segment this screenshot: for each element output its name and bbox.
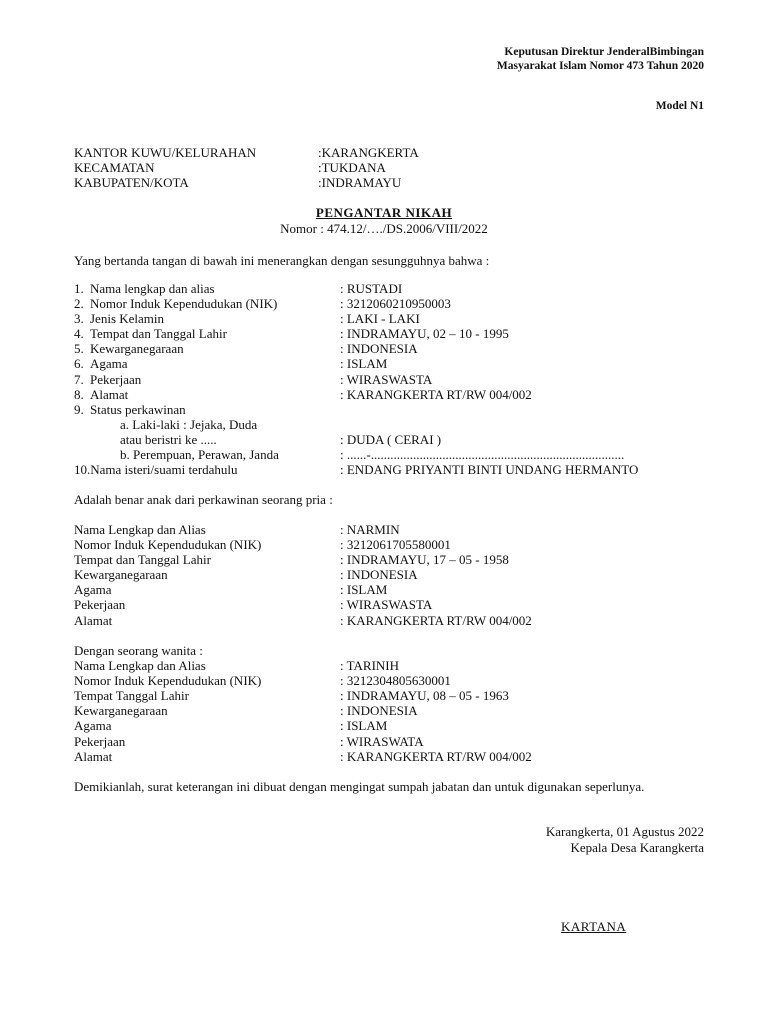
decree-line-1: Keputusan Direktur JenderalBimbingan <box>504 46 704 58</box>
item-number: 7. <box>74 371 84 387</box>
office-label: KECAMATAN <box>74 160 155 176</box>
item-value: : LAKI - LAKI <box>340 311 420 327</box>
field-value: : 3212061705580001 <box>340 537 451 553</box>
office-label: KANTOR KUWU/KELURAHAN <box>74 145 257 160</box>
field-value: : WIRASWATA <box>340 733 424 749</box>
subject-list <box>74 281 704 477</box>
item-number: 2. <box>74 296 84 312</box>
status-b-row <box>74 447 704 462</box>
field-value: : ISLAM <box>340 582 388 598</box>
office-value: :TUKDANA <box>318 160 386 176</box>
list-item <box>74 718 704 733</box>
list-item <box>74 387 704 402</box>
field-label: Pekerjaan <box>74 733 126 749</box>
field-label: Nomor Induk Kependudukan (NIK) <box>74 673 262 689</box>
list-item <box>74 402 704 417</box>
field-label: Tempat dan Tanggal Lahir <box>74 552 211 568</box>
status-b-label: b. Perempuan, Perawan, Janda <box>120 447 279 463</box>
status-a-label-2: atau beristri ke ..... <box>120 431 217 447</box>
office-label: KABUPATEN/KOTA <box>74 175 189 191</box>
document-title <box>0 205 768 236</box>
field-label: Nama Lengkap dan Alias <box>74 522 206 537</box>
mother-intro: Dengan seorang wanita : <box>74 643 203 658</box>
father-intro: Adalah benar anak dari perkawinan seorang pria : <box>74 492 333 507</box>
decree-line-2: Masyarakat Islam Nomor 473 Tahun 2020 <box>496 60 704 72</box>
status-a-value: : DUDA ( CERAI ) <box>340 431 442 447</box>
item-label: Pekerjaan <box>90 371 142 387</box>
field-label: Nama Lengkap dan Alias <box>74 658 206 674</box>
item-value: : RUSTADI <box>340 281 403 296</box>
item-10-value: : ENDANG PRIYANTI BINTI UNDANG HERMANTO <box>340 462 639 478</box>
office-value: :KARANGKERTA <box>318 145 419 160</box>
item-value: : ISLAM <box>340 356 388 372</box>
list-item <box>74 597 704 612</box>
office-row <box>74 145 704 160</box>
list-item <box>74 673 704 688</box>
title-number: Nomor : 474.12/…./DS.2006/VIII/2022 <box>280 221 488 237</box>
list-item <box>74 703 704 718</box>
item-number: 5. <box>74 341 84 357</box>
item-number: 8. <box>74 386 84 402</box>
item-value: : INDONESIA <box>340 341 418 357</box>
list-item <box>74 658 704 673</box>
office-info <box>74 145 704 190</box>
item-value: : INDRAMAYU, 02 – 10 - 1995 <box>340 326 509 342</box>
office-value: :INDRAMAYU <box>318 175 402 191</box>
list-item <box>74 326 704 341</box>
field-value: : WIRASWASTA <box>340 597 433 613</box>
decree-reference <box>497 45 704 73</box>
item-label: Alamat <box>90 386 129 402</box>
field-value: : TARINIH <box>340 658 400 674</box>
signature-place-date: Karangkerta, 01 Agustus 2022 <box>545 824 704 839</box>
list-item <box>74 372 704 387</box>
list-item <box>74 311 704 326</box>
mother-intro-row <box>74 643 704 658</box>
item-value: : KARANGKERTA RT/RW 004/002 <box>340 386 532 402</box>
field-label: Tempat Tanggal Lahir <box>74 688 189 704</box>
mother-details <box>74 643 704 764</box>
field-value: : 3212304805630001 <box>340 673 451 689</box>
field-label: Pekerjaan <box>74 597 126 613</box>
field-label: Kewarganegaraan <box>74 567 168 583</box>
model-label: Model N1 <box>655 100 704 112</box>
list-item <box>74 281 704 296</box>
office-row <box>74 160 704 175</box>
field-label: Agama <box>74 718 112 734</box>
list-item <box>74 749 704 764</box>
list-item <box>74 522 704 537</box>
item-value: : 3212060210950003 <box>340 296 451 312</box>
item-number: 4. <box>74 326 84 342</box>
signature-position: Kepala Desa Karangkerta <box>570 840 704 855</box>
field-label: Agama <box>74 582 112 598</box>
item-number: 1. <box>74 281 84 296</box>
list-item <box>74 567 704 582</box>
field-value: : INDRAMAYU, 17 – 05 - 1958 <box>340 552 509 568</box>
list-item <box>74 582 704 597</box>
field-label: Alamat <box>74 612 113 628</box>
item-label: Tempat dan Tanggal Lahir <box>90 326 227 342</box>
item-label: Nomor Induk Kependudukan (NIK) <box>90 296 278 312</box>
list-item <box>74 552 704 567</box>
field-label: Kewarganegaraan <box>74 703 168 719</box>
item-label: Status perkawinan <box>90 401 186 417</box>
item-label: Kewarganegaraan <box>90 341 184 357</box>
field-value: : KARANGKERTA RT/RW 004/002 <box>340 748 532 764</box>
office-row <box>74 175 704 190</box>
status-a-row <box>74 417 704 432</box>
field-label: Nomor Induk Kependudukan (NIK) <box>74 537 262 553</box>
item-number: 3. <box>74 311 84 327</box>
signature-block <box>546 824 704 856</box>
field-value: : INDRAMAYU, 08 – 05 - 1963 <box>340 688 509 704</box>
item-label: Agama <box>90 356 128 372</box>
list-item <box>74 734 704 749</box>
item-value: : WIRASWASTA <box>340 371 433 387</box>
title-heading: PENGANTAR NIKAH <box>315 205 453 220</box>
item-number: 9. <box>74 401 84 417</box>
item-label: Nama lengkap dan alias <box>90 281 215 296</box>
list-item <box>74 296 704 311</box>
field-value: : KARANGKERTA RT/RW 004/002 <box>340 612 532 628</box>
closing-paragraph: Demikianlah, surat keterangan ini dibuat dengan mengingat sumpah jabatan dan untuk digunakan seperlunya. <box>74 779 645 794</box>
item-number: 6. <box>74 356 84 372</box>
list-item <box>74 537 704 552</box>
field-value: : INDONESIA <box>340 567 418 583</box>
list-item <box>74 462 704 477</box>
field-label: Alamat <box>74 748 113 764</box>
list-item <box>74 356 704 371</box>
field-value: : INDONESIA <box>340 703 418 719</box>
item-10-label: 10.Nama isteri/suami terdahulu <box>74 462 238 478</box>
intro-text: Yang bertanda tangan di bawah ini menerangkan dengan sesungguhnya bahwa : <box>74 253 490 268</box>
item-label: Jenis Kelamin <box>90 311 165 327</box>
status-b-value: : ......-.............................................................................. <box>340 447 625 463</box>
list-item <box>74 613 704 628</box>
status-a-label: a. Laki-laki : Jejaka, Duda <box>120 416 258 432</box>
father-details <box>74 522 704 628</box>
signatory-name: KARTANA <box>561 919 627 934</box>
field-value: : NARMIN <box>340 522 400 537</box>
field-value: : ISLAM <box>340 718 388 734</box>
list-item <box>74 341 704 356</box>
status-a-row-2 <box>74 432 704 447</box>
list-item <box>74 688 704 703</box>
